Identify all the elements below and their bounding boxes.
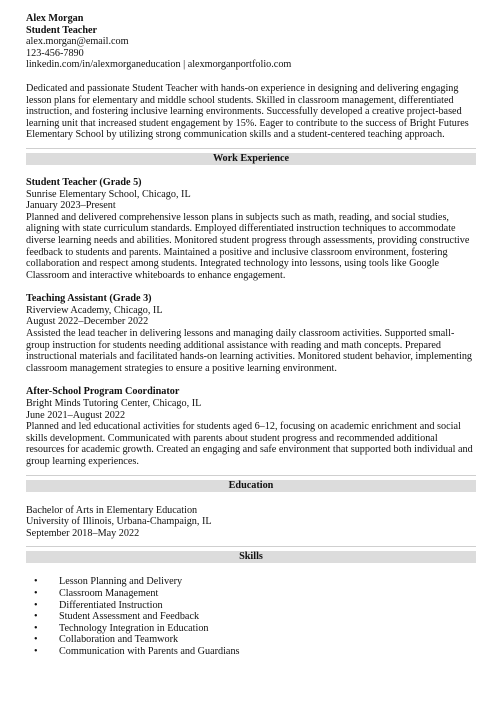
skills-list: [26, 576, 476, 657]
job-dates: August 2022–December 2022: [26, 316, 149, 328]
section-heading-experience: Work Experience: [26, 153, 476, 165]
candidate-name: Alex Morgan: [26, 13, 84, 24]
job-title: Teaching Assistant (Grade 3): [26, 293, 152, 305]
professional-summary: Dedicated and passionate Student Teacher with hands-on experience in designing and delivering engaging lesson plans for elementary and middle school students. Skilled in classroom management, differentiated instruction, and fostering inclusive learning environments. Successfully developed a creative project-based learning unit that increased student engagement by 15%. Eager to contribute to the success of Bright Futures Elementary School by utilizing strong communication skills and a student-centered teaching approach.: [26, 82, 469, 141]
job-entry: [26, 386, 476, 467]
job-place: Bright Minds Tutoring Center, Chicago, IL: [26, 398, 202, 410]
section-heading-education: Education: [26, 480, 476, 492]
education-entry: [26, 505, 476, 540]
job-title: After-School Program Coordinator: [26, 386, 180, 398]
job-place: Riverview Academy, Chicago, IL: [26, 304, 163, 316]
skill-item: • Student Assessment and Feedback: [59, 611, 476, 623]
job-entry: [26, 293, 476, 374]
skill-item: • Collaboration and Teamwork: [59, 634, 476, 646]
candidate-title: Student Teacher: [26, 24, 98, 36]
resume-header: [26, 13, 476, 71]
section-heading-skills: Skills: [26, 551, 476, 563]
contact-email: alex.morgan@email.com: [26, 36, 129, 48]
skill-item: • Differentiated Instruction: [59, 600, 476, 612]
job-place: Sunrise Elementary School, Chicago, IL: [26, 188, 191, 200]
education-degree: Bachelor of Arts in Elementary Education: [26, 504, 198, 516]
education-dates: September 2018–May 2022: [26, 527, 140, 539]
job-title: Student Teacher (Grade 5): [26, 176, 142, 188]
job-dates: June 2021–August 2022: [26, 409, 126, 421]
section-divider: [26, 148, 476, 149]
job-description: Assisted the lead teacher in delivering lessons and managing daily classroom activities. Supported small-group instruction for students needing additional assistance with reading and math concepts. Prepared instructional materials and facilitated hands-on learning activities. Monitored student behavior, implementing classroom management strategies to ensure a positive learning environment.: [26, 328, 473, 374]
job-entry: [26, 177, 476, 281]
skill-item: • Technology Integration in Education: [59, 623, 476, 635]
job-description: Planned and led educational activities for students aged 6–12, focusing on academic enrichment and social skills development. Communicated with parents about student progress and recommended additional resources for academic growth. Created an engaging and safe environment that supported both individual and group learning experiences.: [26, 421, 473, 467]
education-school: University of Illinois, Urbana-Champaign, IL: [26, 516, 212, 528]
contact-phone: 123-456-7890: [26, 47, 84, 59]
contact-links: linkedin.com/in/alexmorganeducation | alexmorganportfolio.com: [26, 59, 292, 71]
section-divider: [26, 475, 476, 476]
skill-item: • Lesson Planning and Delivery: [59, 576, 476, 588]
skill-item: • Communication with Parents and Guardians: [59, 646, 476, 658]
job-dates: January 2023–Present: [26, 200, 116, 212]
section-divider: [26, 546, 476, 547]
job-description: Planned and delivered comprehensive lesson plans in subjects such as math, reading, and social studies, aligning with state curriculum standards. Employed differentiated instruction techniques to accommodate diverse learning needs and abilities. Monitored student progress through assessments, providing constructive feedback to students and parents. Maintained a positive and inclusive classroom environment, fostering collaboration and respect among students. Integrated technology into lessons, using tools like Google Classroom and interactive whiteboards to enhance engagement.: [26, 211, 470, 281]
skill-item: • Classroom Management: [59, 588, 476, 600]
